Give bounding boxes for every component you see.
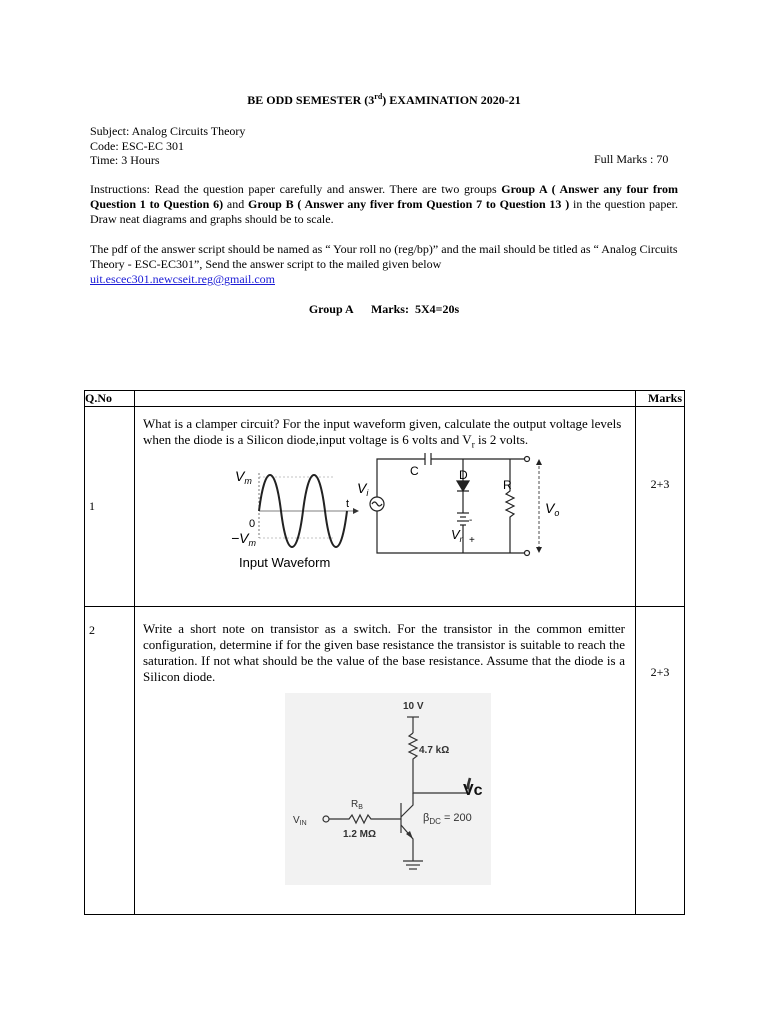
exam-meta [90,124,245,168]
zero-label: 0 [249,517,256,530]
waveform-caption: Input Waveform [239,554,331,570]
q2-number: 2 [85,607,135,915]
time-line: Time: 3 Hours [90,153,160,167]
submission-note: The pdf of the answer script should be named as “ Your roll no (reg/bp)” and the mail should be titled as “ Analog Circuits Theory - ESC-EC301”, Send the answer script to the mailed given below uit.escec301.newcseit.reg@gmail.com [90,242,678,286]
supply-label: 10 V [403,701,424,712]
vm-label: $V_m$ [235,467,252,486]
battery-plus: + [469,534,475,546]
subject-line: Subject: Analog Circuits Theory [90,124,246,138]
battery-minus: - [469,514,473,526]
exam-title: BE ODD SEMESTER (3rd) EXAMINATION 2020-21 [247,92,521,107]
full-marks: Full Marks : 70 [594,152,669,166]
resistor-label: R [503,477,512,492]
table-header-row [85,391,685,407]
q1-cell [135,407,636,607]
instructions: Instructions: Read the question paper carefully and answer. There are two groups Group A ( Answer any four from Question 1 to Question 6) and Group B ( Answer any fiver from Question 7 to Question 13 ) in the question paper. Draw neat diagrams and graphs should be to scale. [90,182,678,226]
q1-clamper-figure [135,453,635,578]
neg-vm-label: $-V_m$ [231,529,257,548]
vc-label: Vc [463,782,483,799]
group-heading: Group A Marks: 5X4=20s [308,302,460,316]
vo-arrow-top [536,459,542,465]
email-link[interactable]: uit.escec301.newcseit.reg@gmail.com [90,272,275,286]
q2-marks: 2+3 [636,607,685,915]
t-label: t [346,497,350,510]
q1-marks: 2+3 [636,407,685,607]
q1-text: What is a clamper circuit? For the input waveform given, calculate the output voltage levels when the diode is a Silicon diode,input voltage is 6 volts and $V_r$ is 2 volts. [143,416,622,450]
code-line: Code: ESC-EC 301 [90,138,185,153]
rc-label: 4.7 kΩ [419,745,450,756]
table-row [85,607,685,915]
vin-label: $V_{IN}$ [293,815,307,827]
diode-label: D [459,467,468,482]
vo-arrow-bottom [536,547,542,553]
vr-label: $V_r$ [451,526,463,544]
rb-label: $R_B$ [351,799,363,811]
beta-label: $\beta_{DC} = 200$ [423,812,472,826]
input-waveform [231,468,359,570]
question-table [84,390,685,915]
q2-cell [135,607,636,915]
q2-transistor-figure [285,693,491,885]
q2-text: Write a short note on transistor as a switch. For the transistor in the common emitter configuration, determine if for the given base resistance the transistor is suitable to reach the saturation. If not what should be the value of the base resistance. Assume that the diode is a Silicon diode. [143,621,625,684]
capacitor-label: C [410,463,419,478]
question-header [135,391,636,407]
rb-value: 1.2 MΩ [343,829,377,840]
marks-header: Marks [636,391,685,407]
vo-label: $V_o$ [545,499,560,518]
q1-number: 1 [85,407,135,607]
table-row [85,407,685,607]
qno-header: Q.No [85,391,135,407]
vi-label: $V_i$ [357,479,369,498]
